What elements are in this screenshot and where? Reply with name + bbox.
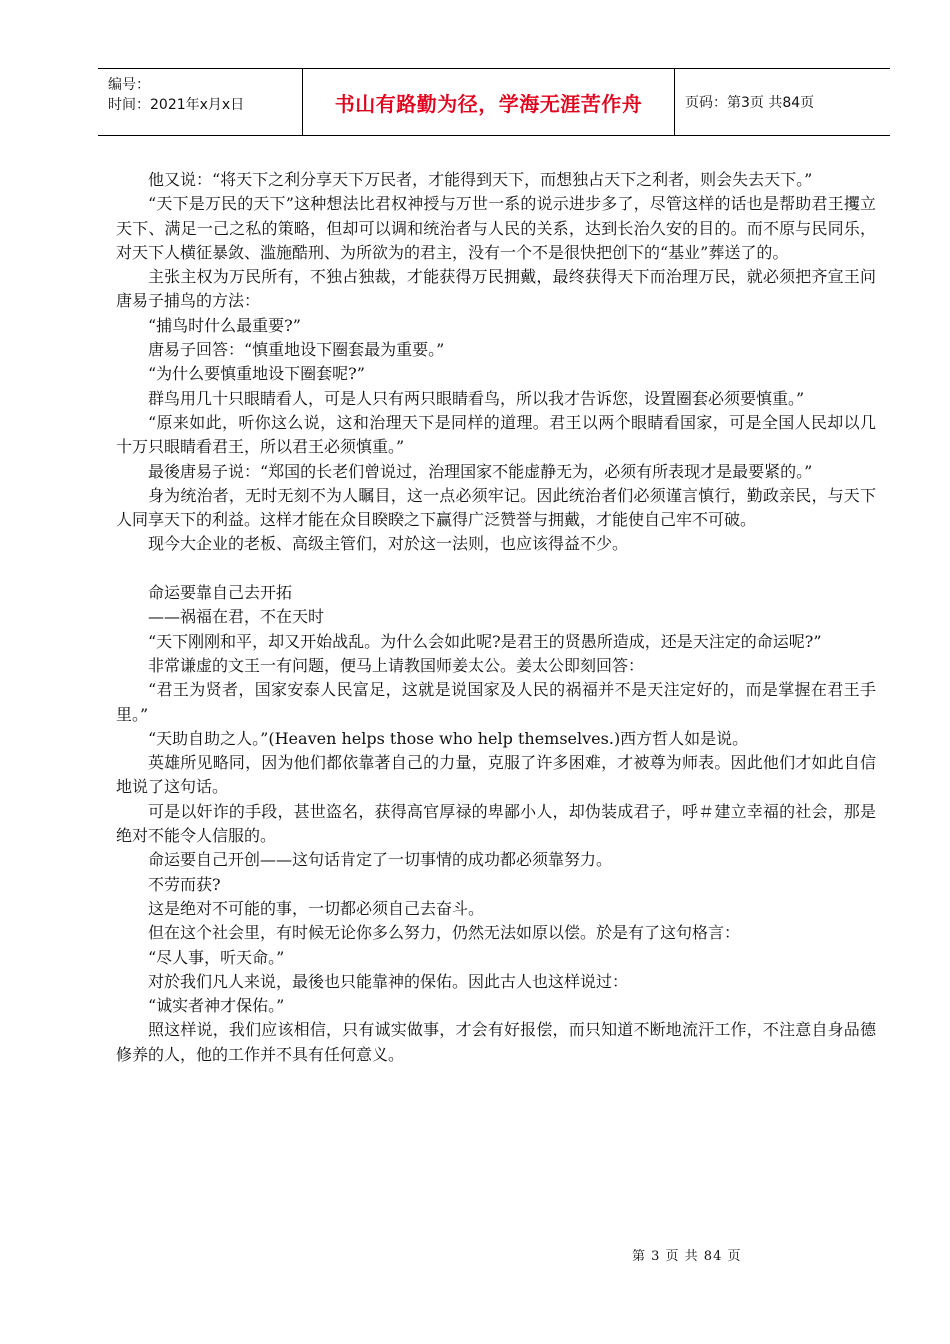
paragraph: 不劳而获? <box>148 874 221 894</box>
header-motto: 书山有路勤为径，学海无涯苦作舟 <box>303 69 675 135</box>
page-header <box>98 68 890 136</box>
document-body <box>116 168 876 1067</box>
paragraph: “君王为贤者，国家安泰人民富足，这就是说国家及人民的祸福并不是天注定好的，而是掌握在君王手里。” <box>116 680 876 724</box>
paragraph: 现今大企业的老板、高级主管们，对於这一法则，也应该得益不少。 <box>148 534 629 554</box>
paragraph: 对於我们凡人来说，最後也只能靠神的保佑。因此古人也这样说过： <box>148 971 629 991</box>
paragraph: 主张主权为万民所有，不独占独裁，才能获得万民拥戴，最终获得天下而治理万民，就必须把齐宣王问唐易子捕鸟的方法： <box>116 267 876 311</box>
paragraph: “捕鸟时什么最重要?” <box>148 315 301 335</box>
paragraph: “天下刚刚和平，却又开始战乱。为什么会如此呢?是君王的贤愚所造成，还是天注定的命运呢?” <box>148 631 822 651</box>
header-time-label: 时间：2021年x月x日 <box>108 97 245 113</box>
paragraph: “诚实者神才保佑。” <box>148 996 285 1016</box>
paragraph: 照这样说，我们应该相信，只有诚实做事，才会有好报偿，而只知道不断地流汗工作，不注意自身品德修养的人，他的工作并不具有任何意义。 <box>116 1020 876 1064</box>
paragraph: 非常谦虚的文王一有问题，便马上请教国师姜太公。姜太公即刻回答： <box>148 655 645 675</box>
paragraph: 英雄所见略同，因为他们都依靠著自己的力量，克服了许多困难，才被尊为师表。因此他们才如此自信地说了这句话。 <box>116 753 876 797</box>
paragraph: “天下是万民的天下”这种想法比君权神授与万世一系的说示进步多了，尽管这样的话也是帮助君王攫立天下、满足一己之私的策略，但却可以调和统治者与人民的关系，达到长治久安的目的。而不原与民同乐，对天下人横征暴敛、滥施酷刑、为所欲为的君主，没有一个不是很快把创下的“基业”葬送了的。 <box>116 194 876 262</box>
paragraph: 唐易子回答：“慎重地设下圈套最为重要。” <box>148 340 445 360</box>
paragraph: 身为统治者，无时无刻不为人瞩目，这一点必须牢记。因此统治者们必须谨言慎行，勤政亲民，与天下人同享天下的利益。这样才能在众目睽睽之下赢得广泛赞誉与拥戴，才能使自己牢不可破。 <box>116 485 876 530</box>
blank-line <box>116 557 876 581</box>
paragraph: 他又说：“将天下之利分享天下万民者，才能得到天下，而想独占天下之利者，则会失去天下。” <box>148 170 813 189</box>
paragraph: “原来如此，听你这么说，这和治理天下是同样的道理。君王以两个眼睛看国家，可是全国人民却以几十万只眼睛看君王，所以君王必须慎重。” <box>116 412 876 457</box>
paragraph: “为什么要慎重地设下圈套呢?” <box>148 364 365 384</box>
page-footer: 第 3 页 共 84 页 <box>632 1249 742 1264</box>
header-meta <box>98 69 303 135</box>
paragraph: 但在这个社会里，有时候无论你多么努力，仍然无法如原以偿。於是有了这句格言： <box>148 923 741 943</box>
section-title: 命运要靠自己去开拓 <box>148 583 293 603</box>
header-page-info: 页码：第3页 共84页 <box>685 95 815 111</box>
paragraph: 命运要自己开创——这句话肯定了一切事情的成功都必须靠努力。 <box>148 850 613 870</box>
paragraph: 最後唐易子说：“郑国的长老们曾说过，治理国家不能虚静无为，必须有所表现才是最要紧的。” <box>148 461 813 481</box>
paragraph: “尽人事，听天命。” <box>148 947 285 967</box>
paragraph: 可是以奸诈的手段，甚世盗名，获得高官厚禄的卑鄙小人，却伪装成君子，呼＃建立幸福的社会，那是绝对不能令人信服的。 <box>116 801 876 846</box>
section-subtitle: ——祸福在君，不在天时 <box>148 607 325 627</box>
paragraph: 这是绝对不可能的事，一切都必须自己去奋斗。 <box>148 898 485 918</box>
header-number-label: 编号： <box>108 77 150 93</box>
paragraph: 群鸟用几十只眼睛看人，可是人只有两只眼睛看鸟，所以我才告诉您，设置圈套必须要慎重。” <box>148 388 805 408</box>
paragraph: “天助自助之人。”(Heaven helps those who help themselves.)西方哲人如是说。 <box>148 728 749 748</box>
